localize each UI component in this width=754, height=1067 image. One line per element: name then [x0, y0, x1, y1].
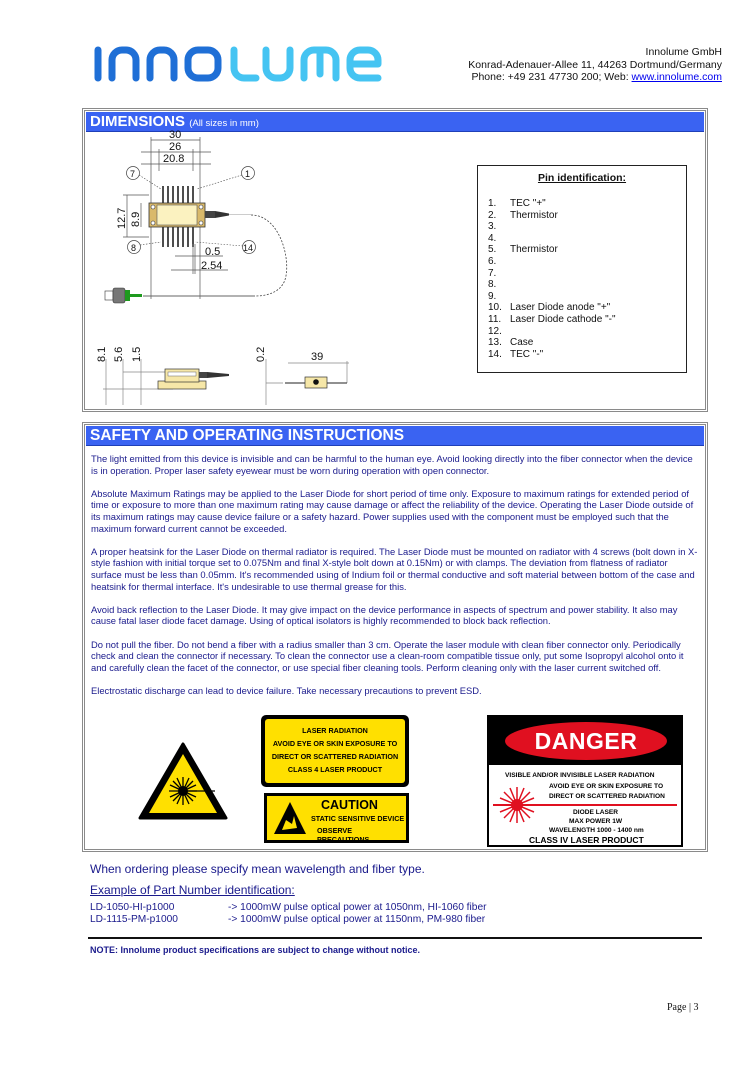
page-number: Page | 3 [667, 1002, 699, 1013]
danger-line-2: AVOID EYE OR SKIN EXPOSURE TO [549, 783, 664, 790]
dimensions-section [82, 108, 708, 412]
pin-row [488, 233, 686, 245]
dim-width-body: 26 [169, 141, 182, 153]
pin-function: TEC "-" [510, 348, 544, 360]
fiber-connector [105, 291, 113, 300]
danger-line-6: WAVELENGTH 1000 - 1400 nm [549, 827, 644, 834]
pin-number: 10. [488, 302, 502, 314]
safety-section [82, 422, 708, 852]
safety-paragraph: A proper heatsink for the Laser Diode on thermal radiator is required. The Laser Diode must be mounted on radiator with 4 screws (bolt down in X-style fashion with initial torque set to 0.075Nm and final X-style bolt down at 0.15Nm) or with clamps. The deviation from flatness of radiator surface must be less than 0.05mm. It's recommended using of Indium foil or thermal conductive and soft material between bottom of the case and heatsink for thermal interface. It's undesirable to use thermal grease for this. [91, 545, 698, 592]
pin-row [488, 268, 686, 280]
part-number-desc: -> 1000mW pulse optical power at 1150nm, PM-980 fiber [228, 914, 486, 925]
pin-number: 2. [488, 209, 497, 221]
callout-7: 7 [130, 169, 136, 179]
esd-caution-sign [264, 793, 409, 843]
danger-line-7: CLASS IV LASER PRODUCT [529, 835, 644, 845]
esd-line-2: OBSERVE PRECAUTIONS [317, 826, 370, 844]
ordering-intro: When ordering please specify mean wavelength and fiber type. [90, 862, 425, 876]
part-number-row [90, 902, 487, 914]
dim-side-h2: 5.6 [113, 346, 125, 362]
safety-paragraph: Absolute Maximum Ratings may be applied to the Laser Diode for short period of time only. Exposure to maximum ratings for extended period of time or exposure to more than one maximum rating may cause damage or affect the reliability of the device. Operating the Laser Diode outside of its maximum ratings may cause device failure or a safety hazard. Power supplies used with the component must be employed such that the maximum forward current cannot be exceeded. [91, 487, 694, 534]
laser-sign-line: DIRECT OR SCATTERED RADIATION [271, 752, 399, 761]
dim-height-total: 12.7 [116, 207, 128, 229]
callout-14: 14 [243, 243, 254, 253]
pin-function: Case [510, 337, 534, 349]
laser-sign-line: CLASS 4 LASER PRODUCT [287, 765, 383, 774]
dim-width-total: 30 [169, 129, 182, 141]
danger-sign [487, 715, 683, 847]
pin-number: 4. [488, 232, 497, 244]
company-address: Konrad-Adenauer-Allee 11, 44263 Dortmund/Germany [468, 58, 722, 71]
part-number-code: LD-1050-HI-p1000 [90, 902, 175, 913]
dim-pin-width: 0.5 [205, 246, 221, 258]
safety-paragraph: Avoid back reflection to the Laser Diode. It may give impact on the device performance in aspects of spectrum and power stability. It also may cause fatal laser diode facet damage. Using of optical isolators is highly recommended to block back reflection. [91, 603, 678, 627]
part-number-row [90, 914, 487, 926]
callout-8: 8 [131, 243, 137, 253]
pin-row [488, 314, 686, 326]
pin-number: 7. [488, 267, 497, 279]
dim-width-pins: 20.8 [163, 153, 185, 165]
esd-hand-icon [272, 800, 308, 836]
safety-paragraph: Electrostatic discharge can lead to device failure. Take necessary precautions to prevent ESD. [91, 684, 482, 696]
dimensions-title: DIMENSIONS [90, 113, 186, 130]
callout-1: 1 [245, 169, 251, 179]
dim-side-h1: 8.1 [96, 346, 108, 362]
website-link[interactable]: www.innolume.com [631, 71, 722, 83]
contact-phone: Phone: +49 231 47730 200; Web: [471, 71, 632, 83]
pin-number: 12. [488, 325, 502, 337]
pin-identification-table [477, 165, 687, 373]
pins-bottom [163, 226, 193, 247]
dim-height-body: 8.9 [130, 211, 142, 227]
part-number-desc: -> 1000mW pulse optical power at 1050nm, HI-1060 fiber [228, 902, 487, 913]
pin-number: 14. [488, 348, 502, 360]
dim-fiber-offset: 0.2 [255, 346, 267, 362]
pin-number: 5. [488, 244, 497, 256]
package-body [157, 205, 197, 225]
danger-title: DANGER [505, 722, 667, 760]
pin-function: Laser Diode cathode "-" [510, 313, 616, 325]
safety-paragraph: Do not pull the fiber. Do not bend a fiber with a radius smaller than 3 cm. Operate the laser module with clean fiber connector only. Periodically check and clean the connector if necessary. To clean the connector use a clean-room compatible tissue only, put some Isopropyl alcohol onto it and carefully clean the facet of the connector, or use special fiber cleaning tools. Perform cleaning only with the laser current switched off. [91, 638, 684, 673]
pin-row [488, 349, 686, 361]
company-contact [468, 71, 722, 84]
pin-number: 8. [488, 279, 497, 291]
company-name: Innolume GmbH [645, 46, 722, 58]
pins-top [163, 186, 193, 204]
safety-paragraph: The light emitted from this device is invisible and can be harmful to the human eye. Avoid looking directly into the fiber connector when the device is in operation. Proper laser safety eyewear must be worn during operation with open connector. [91, 453, 693, 476]
pin-number: 6. [488, 255, 497, 267]
pin-number: 3. [488, 221, 497, 233]
pin-row [488, 291, 686, 303]
laser-warning-triangle-icon [137, 741, 229, 821]
safety-header [86, 426, 704, 446]
divider-line [88, 937, 702, 939]
safety-title: SAFETY AND OPERATING INSTRUCTIONS [90, 427, 405, 444]
esd-title: CAUTION [321, 798, 378, 812]
pin-number: 9. [488, 290, 497, 302]
fiber-boot [205, 211, 215, 218]
pin-row [488, 279, 686, 291]
pin-row [488, 337, 686, 349]
esd-line-1: STATIC SENSITIVE DEVICE [311, 814, 405, 823]
pin-row [488, 326, 686, 338]
safety-text [91, 453, 699, 708]
company-info [468, 46, 722, 84]
danger-line-3: DIRECT OR SCATTERED RADIATION [549, 793, 665, 800]
ordering-example-title: Example of Part Number identification: [90, 883, 295, 897]
laser-sign-line: LASER RADIATION [302, 726, 368, 735]
specification-note: NOTE: Innolume product specifications are subject to change without notice. [90, 945, 421, 955]
pin-number: 13. [488, 337, 502, 349]
danger-line-1: VISIBLE AND/OR INVISIBLE LASER RADIATION [505, 772, 655, 779]
laser-burst-icon [497, 785, 537, 825]
pin-table-title: Pin identification: [537, 172, 627, 184]
dim-side-h3: 1.5 [131, 346, 143, 362]
pin-list [488, 198, 686, 360]
ordering-info [90, 862, 487, 926]
pin-row [488, 221, 686, 233]
pin-function: Laser Diode anode "+" [510, 302, 611, 314]
danger-line-5: MAX POWER 1W [569, 818, 623, 825]
part-number-examples [90, 902, 487, 926]
laser-sign-line: AVOID EYE OR SKIN EXPOSURE TO [272, 739, 398, 748]
innolume-logo [92, 44, 384, 84]
pin-row [488, 256, 686, 268]
danger-line-4: DIODE LASER [573, 809, 619, 816]
laser-radiation-sign [261, 715, 409, 787]
pin-row [488, 244, 686, 256]
pin-row [488, 302, 686, 314]
pin-number: 11. [488, 313, 502, 325]
dimensions-subtitle: (All sizes in mm) [189, 118, 259, 129]
pin-row [488, 198, 686, 210]
pin-function: TEC "+" [510, 198, 546, 209]
pin-number: 1. [488, 198, 497, 209]
pin-function: Thermistor [510, 244, 558, 256]
part-number-code: LD-1115-PM-p1000 [90, 914, 178, 925]
dim-end-length: 39 [311, 351, 324, 363]
dim-pin-pitch: 2.54 [201, 260, 223, 272]
pin-function: Thermistor [510, 209, 558, 221]
package-drawing [83, 109, 473, 411]
pin-row [488, 210, 686, 222]
